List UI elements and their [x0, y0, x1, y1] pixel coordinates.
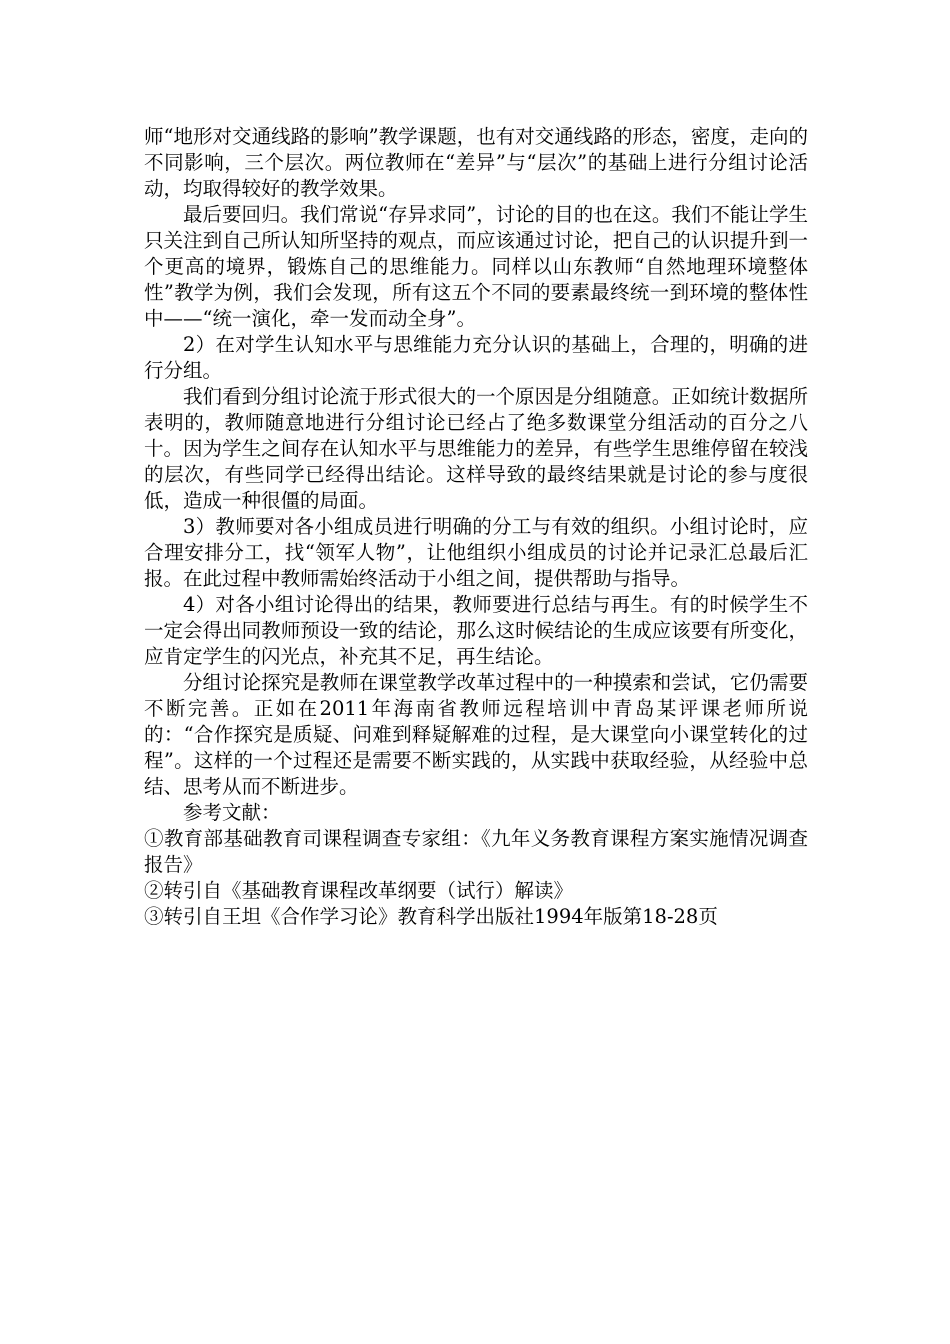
paragraph-7: 分组讨论探究是教师在课堂教学改革过程中的一种摸索和尝试，它仍需要不断完善。正如在2011年海南省教师远程培训中青岛某评课老师所说的：“合作探究是质疑、问难到释疑解难的过程，是大课堂向小课堂转化的过程”。这样的一个过程还是需要不断实践的，从实践中获取经验，从经验中总结、思考从而不断进步。	[144, 671, 808, 798]
paragraph-4: 我们看到分组讨论流于形式很大的一个原因是分组随意。正如统计数据所表明的，教师随意地进行分组讨论已经占了绝多数课堂分组活动的百分之八十。因为学生之间存在认知水平与思维能力的差异，有些学生思维停留在较浅的层次，有些同学已经得出结论。这样导致的最终结果就是讨论的参与度很低，造成一种很僵的局面。	[144, 385, 808, 512]
paragraph-5: 3）教师要对各小组成员进行明确的分工与有效的组织。小组讨论时，应合理安排分工，找“领军人物”，让他组织小组成员的讨论并记录汇总最后汇报。在此过程中教师需始终活动于小组之间，提供帮助与指导。	[144, 515, 808, 590]
reference-item-1: ①教育部基础教育司课程调查专家组：《九年义务教育课程方案实施情况调查报告》	[144, 827, 808, 876]
paragraph-6: 4）对各小组讨论得出的结果，教师要进行总结与再生。有的时候学生不一定会得出同教师预设一致的结论，那么这时候结论的生成应该要有所变化，应肯定学生的闪光点，补充其不足，再生结论。	[144, 593, 808, 668]
reference-item-3: ③转引自王坦《合作学习论》教育科学出版社1994年版第18-28页	[144, 905, 718, 928]
paragraph-3: 2）在对学生认知水平与思维能力充分认识的基础上，合理的，明确的进行分组。	[144, 333, 808, 382]
paragraph-2: 最后要回归。我们常说“存异求同”，讨论的目的也在这。我们不能让学生只关注到自己所认知所坚持的观点，而应该通过讨论，把自己的认识提升到一个更高的境界，锻炼自己的思维能力。同样以山东教师“自然地理环境整体性”教学为例，我们会发现，所有这五个不同的要素最终统一到环境的整体性中——“统一演化，牵一发而动全身”。	[144, 203, 808, 330]
references-heading: 参考文献：	[183, 801, 281, 824]
paragraph-1: 师“地形对交通线路的影响”教学课题，也有对交通线路的形态，密度，走向的不同影响，三个层次。两位教师在“差异”与“层次”的基础上进行分组讨论活动，均取得较好的教学效果。	[144, 125, 808, 200]
reference-item-2: ②转引自《基础教育课程改革纲要（试行）解读》	[144, 879, 574, 902]
document-body	[144, 124, 808, 930]
